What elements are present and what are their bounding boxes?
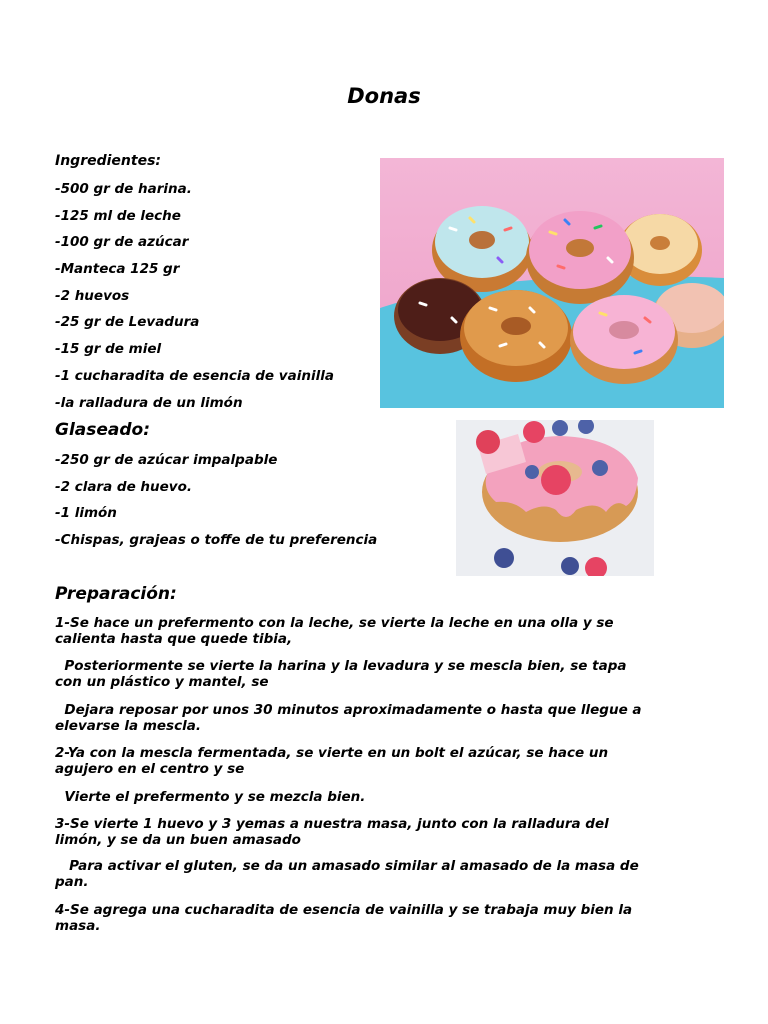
step-paragraph: 3-Se vierte 1 huevo y 3 yemas a nuestra masa, junto con la ralladura del limón, y se da un buen amasado xyxy=(55,816,614,848)
list-item: -25 gr de Levadura xyxy=(55,314,200,331)
list-item: -2 huevos xyxy=(55,287,130,304)
list-item: -125 ml de leche xyxy=(55,207,181,224)
list-item: -la ralladura de un limón xyxy=(55,394,243,411)
list-item: -Manteca 125 gr xyxy=(55,261,180,278)
glaze-list xyxy=(55,451,377,558)
glaze-heading: Glaseado: xyxy=(55,420,151,440)
list-item: -500 gr de harina. xyxy=(55,181,192,197)
list-item: -Chispas, grajeas o toffe de tu preferencia xyxy=(55,532,378,549)
ingredients-list xyxy=(55,180,334,420)
list-item: -1 cucharadita de esencia de vainilla xyxy=(55,367,334,384)
list-item: -100 gr de azúcar xyxy=(55,234,189,251)
step-paragraph: Dejara reposar por unos 30 minutos aproximadamente o hasta que llegue a elevarse la mescla. xyxy=(55,702,647,734)
list-item: -2 clara de huevo. xyxy=(55,478,193,495)
step-paragraph: Para activar el gluten, se da un amasado similar al amasado de la masa de pan. xyxy=(55,858,644,890)
list-item: -15 gr de miel xyxy=(55,341,162,358)
list-item: -1 limón xyxy=(55,505,117,522)
page-title: Donas xyxy=(347,84,421,108)
donuts-photo xyxy=(380,158,724,408)
preparation-heading: Preparación: xyxy=(55,584,177,604)
list-item: -250 gr de azúcar impalpable xyxy=(55,452,278,468)
ingredients-heading: Ingredientes: xyxy=(55,153,161,169)
step-paragraph: Vierte el prefermento y se mezcla bien. xyxy=(55,789,366,805)
step-paragraph: Posteriormente se vierte la harina y la levadura y se mescla bien, se tapa con un plástico y mantel, se xyxy=(55,658,632,690)
step-paragraph: 1-Se hace un prefermento con la leche, se vierte la leche en una olla y se calienta hasta que quede tibia, xyxy=(55,615,619,647)
step-paragraph: 4-Se agrega una cucharadita de esencia de vainilla y se trabaja muy bien la masa. xyxy=(55,902,637,934)
step-paragraph: 2-Ya con la mescla fermentada, se vierte en un bolt el azúcar, se hace un agujero en el centro y se xyxy=(55,745,613,777)
glazed-donut-photo xyxy=(456,420,654,576)
